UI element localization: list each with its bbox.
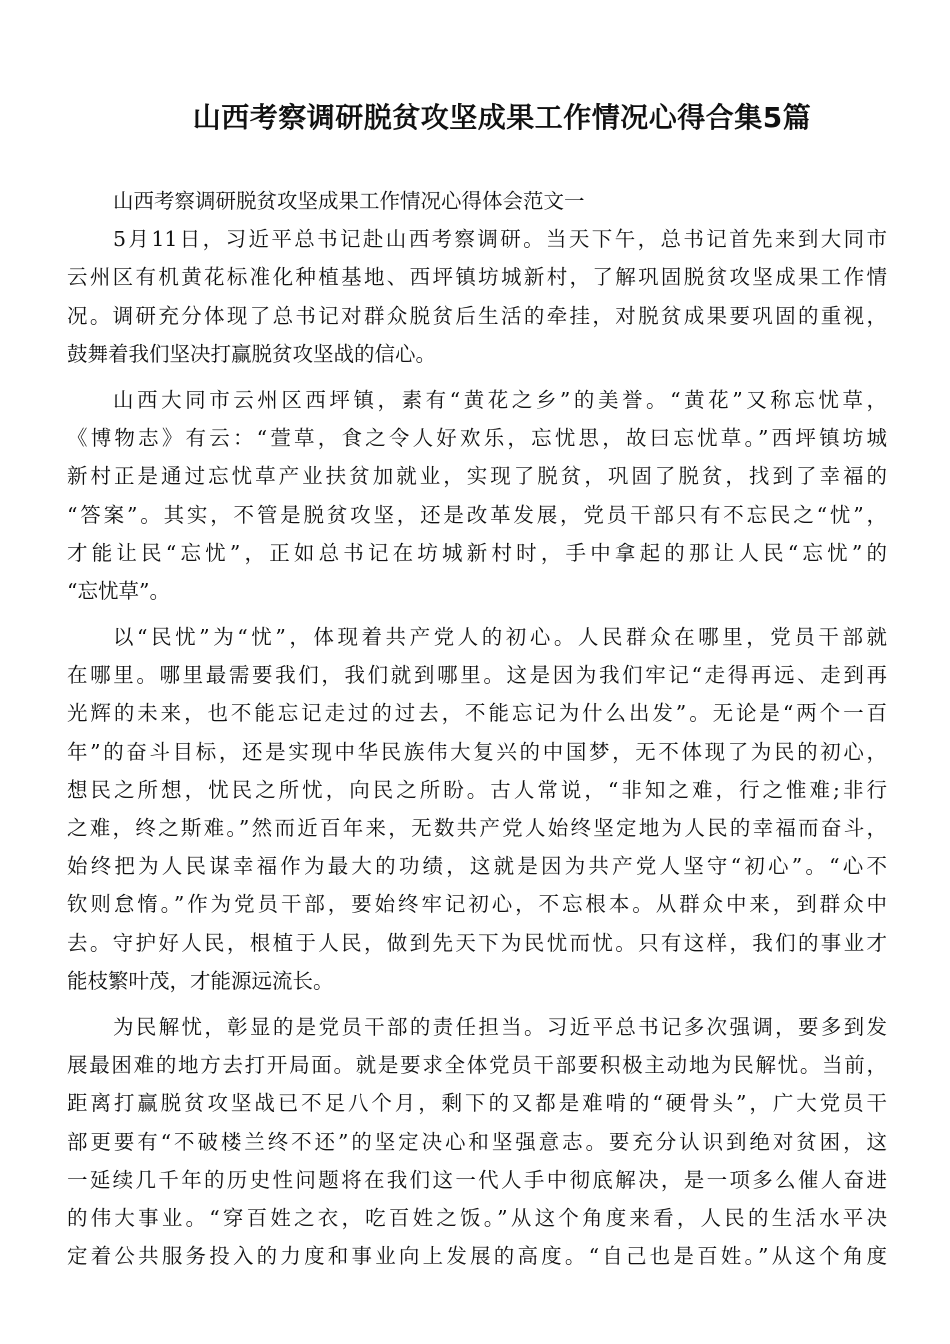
paragraph-4 bbox=[67, 1008, 887, 1275]
paragraph-1 bbox=[67, 220, 887, 373]
paragraph-line: 能枝繁叶茂，才能源远流长。 bbox=[67, 968, 334, 993]
paragraph-line: 之难，终之斯难。”然而近百年来，无数共产党人始终坚定地为人民的幸福而奋斗， bbox=[67, 816, 887, 840]
paragraph-line: 在哪里。哪里最需要我们，我们就到哪里。这是因为我们牢记“走得再远、走到再 bbox=[67, 663, 887, 688]
paragraph-line: 鼓舞着我们坚决打赢脱贫攻坚战的信心。 bbox=[67, 341, 436, 366]
paragraph-line: “答案”。其实，不管是脱贫攻坚，还是改革发展，党员干部只有不忘民之“忧”， bbox=[67, 502, 887, 527]
paragraph-line: 想民之所想，忧民之所忧，向民之所盼。古人常说，“非知之难，行之惟难;非行 bbox=[67, 777, 887, 802]
paragraph-line: 以“民忧”为“忧”，体现着共产党人的初心。人民群众在哪里，党员干部就 bbox=[113, 625, 887, 650]
paragraph-line: 定着公共服务投入的力度和事业向上发展的高度。“自己也是百姓。”从这个角度 bbox=[67, 1244, 887, 1269]
paragraph-line: 部更要有“不破楼兰终不还”的坚定决心和坚强意志。要充分认识到绝对贫困，这 bbox=[67, 1129, 887, 1154]
paragraph-line: 云州区有机黄花标准化种植基地、西坪镇坊城新村，了解巩固脱贫攻坚成果工作情 bbox=[67, 265, 887, 290]
paragraph-line: 始终把为人民谋幸福作为最大的功绩，这就是因为共产党人坚守“初心”。“心不 bbox=[67, 854, 887, 879]
paragraph-line: 距离打赢脱贫攻坚战已不足八个月，剩下的又都是难啃的“硬骨头”，广大党员干 bbox=[67, 1091, 887, 1116]
paragraph-line: 新村正是通过忘忧草产业扶贫加就业，实现了脱贫，巩固了脱贫，找到了幸福的 bbox=[67, 464, 887, 489]
paragraph-3 bbox=[67, 618, 887, 1000]
paragraph-line: 光辉的未来，也不能忘记走过的过去，不能忘记为什么出发”。无论是“两个一百 bbox=[67, 701, 887, 726]
paragraph-line: 《博物志》有云：“萱草，食之令人好欢乐，忘忧思，故曰忘忧草。”西坪镇坊城 bbox=[67, 426, 887, 451]
paragraph-line: 山西大同市云州区西坪镇，素有“黄花之乡”的美誉。“黄花”又称忘忧草， bbox=[113, 387, 887, 412]
paragraph-line: 去。守护好人民，根植于人民，做到先天下为民忧而忧。只有这样，我们的事业才 bbox=[67, 930, 887, 955]
paragraph-2 bbox=[67, 381, 887, 610]
paragraph-line: 钦则怠惰。”作为党员干部，要始终牢记初心，不忘根本。从群众中来，到群众中 bbox=[67, 892, 887, 917]
paragraph-line: 才能让民“忘忧”，正如总书记在坊城新村时，手中拿起的那让人民“忘忧”的 bbox=[67, 540, 887, 565]
section-heading: 山西考察调研脱贫攻坚成果工作情况心得体会范文一 bbox=[113, 189, 585, 213]
paragraph-line: 展最困难的地方去打开局面。就是要求全体党员干部要积极主动地为民解忧。当前， bbox=[67, 1053, 887, 1078]
paragraph-line: 况。调研充分体现了总书记对群众脱贫后生活的牵挂，对脱贫成果要巩固的重视， bbox=[67, 303, 887, 328]
paragraph-line: 一延续几千年的历史性问题将在我们这一代人手中彻底解决，是一项多么催人奋进 bbox=[67, 1167, 887, 1192]
paragraph-line: 年”的奋斗目标，还是实现中华民族伟大复兴的中国梦，无不体现了为民的初心， bbox=[67, 739, 887, 764]
paragraph-line: 5月11日，习近平总书记赴山西考察调研。当天下午，总书记首先来到大同市 bbox=[113, 227, 887, 252]
document-body bbox=[67, 182, 887, 1275]
paragraph-line: 的伟大事业。“穿百姓之衣，吃百姓之饭。”从这个角度来看，人民的生活水平决 bbox=[67, 1205, 887, 1230]
paragraph-line: 为民解忧，彰显的是党员干部的责任担当。习近平总书记多次强调，要多到发 bbox=[113, 1014, 887, 1039]
document-title: 山西考察调研脱贫攻坚成果工作情况心得合集5篇 bbox=[192, 101, 812, 134]
paragraph-line: “忘忧草”。 bbox=[67, 578, 170, 603]
